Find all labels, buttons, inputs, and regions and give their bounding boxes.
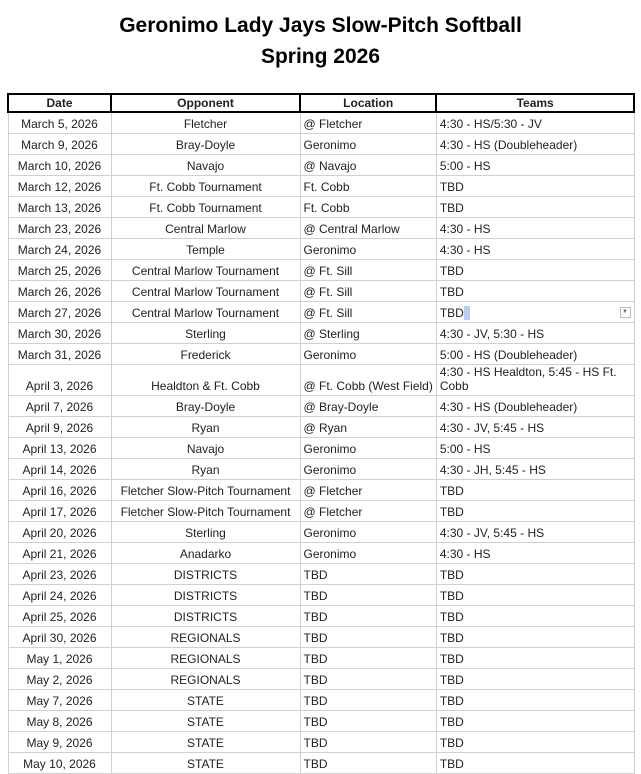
teams-cell[interactable]: 4:30 - JH, 5:45 - HS <box>436 459 634 480</box>
opponent-cell[interactable]: Central Marlow Tournament <box>111 260 300 281</box>
teams-cell[interactable]: TBD <box>436 732 634 753</box>
teams-cell[interactable]: TBD <box>436 501 634 522</box>
opponent-cell[interactable]: Navajo <box>111 438 300 459</box>
date-cell[interactable]: May 10, 2026 <box>8 753 111 774</box>
table-row <box>8 669 634 690</box>
teams-cell[interactable]: TBD <box>436 260 634 281</box>
location-cell[interactable]: @ Ryan <box>300 417 436 438</box>
table-row <box>8 690 634 711</box>
location-cell[interactable]: Geronimo <box>300 543 436 564</box>
date-cell[interactable]: April 17, 2026 <box>8 501 111 522</box>
table-row <box>8 648 634 669</box>
opponent-cell[interactable]: Healdton & Ft. Cobb <box>111 365 300 396</box>
table-row <box>8 711 634 732</box>
location-cell[interactable]: Geronimo <box>300 459 436 480</box>
opponent-cell[interactable]: DISTRICTS <box>111 606 300 627</box>
teams-cell[interactable]: 5:00 - HS <box>436 438 634 459</box>
table-row <box>8 564 634 585</box>
opponent-cell[interactable]: Ryan <box>111 459 300 480</box>
location-cell[interactable]: TBD <box>300 627 436 648</box>
location-cell[interactable]: @ Fletcher <box>300 480 436 501</box>
opponent-cell[interactable]: Temple <box>111 239 300 260</box>
header-location: Location <box>300 94 436 112</box>
opponent-cell[interactable]: Fletcher <box>111 112 300 134</box>
teams-cell[interactable]: TBD <box>436 585 634 606</box>
table-row <box>8 585 634 606</box>
teams-cell[interactable]: 5:00 - HS <box>436 155 634 176</box>
teams-cell[interactable]: TBD <box>436 480 634 501</box>
location-cell[interactable]: Geronimo <box>300 239 436 260</box>
teams-cell[interactable]: 4:30 - HS (Doubleheader) <box>436 396 634 417</box>
teams-cell[interactable]: 4:30 - JV, 5:45 - HS <box>436 417 634 438</box>
table-row <box>8 344 634 365</box>
location-cell[interactable]: TBD <box>300 585 436 606</box>
text-cursor <box>464 306 470 320</box>
table-row <box>8 260 634 281</box>
location-cell[interactable]: @ Ft. Cobb (West Field) <box>300 365 436 396</box>
opponent-cell[interactable]: REGIONALS <box>111 648 300 669</box>
location-cell[interactable]: Ft. Cobb <box>300 197 436 218</box>
opponent-cell[interactable]: Ryan <box>111 417 300 438</box>
date-cell[interactable]: March 30, 2026 <box>8 323 111 344</box>
opponent-cell[interactable]: REGIONALS <box>111 627 300 648</box>
table-row <box>8 239 634 260</box>
table-row <box>8 197 634 218</box>
table-row <box>8 606 634 627</box>
table-row <box>8 753 634 774</box>
opponent-cell[interactable]: Bray-Doyle <box>111 134 300 155</box>
date-cell[interactable]: April 9, 2026 <box>8 417 111 438</box>
opponent-cell[interactable]: REGIONALS <box>111 669 300 690</box>
opponent-cell[interactable]: Frederick <box>111 344 300 365</box>
table-row <box>8 218 634 239</box>
teams-cell[interactable]: TBD <box>436 690 634 711</box>
date-cell[interactable]: April 23, 2026 <box>8 564 111 585</box>
location-cell[interactable]: Geronimo <box>300 522 436 543</box>
location-cell[interactable]: TBD <box>300 564 436 585</box>
date-cell[interactable]: March 27, 2026 <box>8 302 111 323</box>
location-cell[interactable]: @ Ft. Sill <box>300 281 436 302</box>
teams-cell[interactable]: 4:30 - HS/5:30 - JV <box>436 112 634 134</box>
schedule-table <box>7 93 635 774</box>
opponent-cell[interactable]: Central Marlow <box>111 218 300 239</box>
date-cell[interactable]: April 7, 2026 <box>8 396 111 417</box>
date-cell[interactable]: March 12, 2026 <box>8 176 111 197</box>
location-cell[interactable]: Geronimo <box>300 438 436 459</box>
opponent-cell[interactable]: STATE <box>111 753 300 774</box>
date-cell[interactable]: April 20, 2026 <box>8 522 111 543</box>
date-cell[interactable]: March 23, 2026 <box>8 218 111 239</box>
table-row <box>8 417 634 438</box>
table-row <box>8 134 634 155</box>
teams-cell[interactable]: ▼ TBD <box>436 302 634 323</box>
opponent-cell[interactable]: Anadarko <box>111 543 300 564</box>
date-cell[interactable]: March 10, 2026 <box>8 155 111 176</box>
table-row <box>8 522 634 543</box>
date-cell[interactable]: April 30, 2026 <box>8 627 111 648</box>
table-row <box>8 176 634 197</box>
table-row <box>8 281 634 302</box>
location-cell[interactable]: @ Navajo <box>300 155 436 176</box>
opponent-cell[interactable]: STATE <box>111 732 300 753</box>
header-row <box>8 94 634 112</box>
date-cell[interactable]: March 24, 2026 <box>8 239 111 260</box>
table-row <box>8 438 634 459</box>
teams-cell[interactable]: 4:30 - HS <box>436 218 634 239</box>
opponent-cell[interactable]: DISTRICTS <box>111 564 300 585</box>
opponent-cell[interactable]: Sterling <box>111 522 300 543</box>
location-cell[interactable]: Ft. Cobb <box>300 176 436 197</box>
opponent-cell[interactable]: Sterling <box>111 323 300 344</box>
opponent-cell[interactable]: Fletcher Slow-Pitch Tournament <box>111 480 300 501</box>
location-cell[interactable]: @ Ft. Sill <box>300 260 436 281</box>
location-cell[interactable]: TBD <box>300 732 436 753</box>
date-cell[interactable]: May 9, 2026 <box>8 732 111 753</box>
teams-cell[interactable]: 4:30 - HS Healdton, 5:45 - HS Ft. Cobb <box>436 365 634 396</box>
page-title: Geronimo Lady Jays Slow-Pitch Softball <box>119 14 522 37</box>
date-cell[interactable]: May 2, 2026 <box>8 669 111 690</box>
location-cell[interactable]: TBD <box>300 669 436 690</box>
table-row <box>8 323 634 344</box>
location-cell[interactable]: @ Bray-Doyle <box>300 396 436 417</box>
date-cell[interactable]: April 13, 2026 <box>8 438 111 459</box>
location-cell[interactable]: @ Fletcher <box>300 112 436 134</box>
table-row <box>8 501 634 522</box>
location-cell[interactable]: TBD <box>300 711 436 732</box>
teams-cell[interactable]: TBD <box>436 564 634 585</box>
table-row <box>8 365 634 396</box>
date-cell[interactable]: May 1, 2026 <box>8 648 111 669</box>
page-subtitle: Spring 2026 <box>260 45 381 68</box>
date-cell[interactable]: March 13, 2026 <box>8 197 111 218</box>
location-cell[interactable]: @ Sterling <box>300 323 436 344</box>
location-cell[interactable]: TBD <box>300 648 436 669</box>
date-cell[interactable]: April 25, 2026 <box>8 606 111 627</box>
opponent-cell[interactable]: Ft. Cobb Tournament <box>111 197 300 218</box>
table-row <box>8 480 634 501</box>
header-opponent: Opponent <box>111 94 300 112</box>
date-cell[interactable]: April 24, 2026 <box>8 585 111 606</box>
location-cell[interactable]: TBD <box>300 690 436 711</box>
teams-cell[interactable]: TBD <box>436 711 634 732</box>
location-cell[interactable]: Geronimo <box>300 134 436 155</box>
date-cell[interactable]: April 21, 2026 <box>8 543 111 564</box>
location-cell[interactable]: Geronimo <box>300 344 436 365</box>
date-cell[interactable]: May 8, 2026 <box>8 711 111 732</box>
table-row <box>8 543 634 564</box>
opponent-cell[interactable]: Central Marlow Tournament <box>111 281 300 302</box>
opponent-cell[interactable]: Central Marlow Tournament <box>111 302 300 323</box>
opponent-cell[interactable]: DISTRICTS <box>111 585 300 606</box>
teams-cell[interactable]: TBD <box>436 669 634 690</box>
teams-cell[interactable]: TBD <box>436 753 634 774</box>
table-row <box>8 155 634 176</box>
dropdown-arrow-icon[interactable]: ▼ <box>620 307 631 318</box>
date-cell[interactable]: March 26, 2026 <box>8 281 111 302</box>
teams-cell[interactable]: 5:00 - HS (Doubleheader) <box>436 344 634 365</box>
teams-cell[interactable]: TBD <box>436 176 634 197</box>
location-cell[interactable]: TBD <box>300 753 436 774</box>
teams-cell[interactable]: 4:30 - JV, 5:30 - HS <box>436 323 634 344</box>
table-row <box>8 112 634 134</box>
teams-cell[interactable]: 4:30 - JV, 5:45 - HS <box>436 522 634 543</box>
teams-cell[interactable]: TBD <box>436 281 634 302</box>
date-cell[interactable]: March 5, 2026 <box>8 112 111 134</box>
date-cell[interactable]: April 14, 2026 <box>8 459 111 480</box>
date-cell[interactable]: April 16, 2026 <box>8 480 111 501</box>
opponent-cell[interactable]: Bray-Doyle <box>111 396 300 417</box>
table-row <box>8 732 634 753</box>
header-date: Date <box>8 94 111 112</box>
date-cell[interactable]: March 25, 2026 <box>8 260 111 281</box>
table-row <box>8 396 634 417</box>
teams-cell[interactable]: 4:30 - HS (Doubleheader) <box>436 134 634 155</box>
table-row <box>8 302 634 323</box>
date-cell[interactable]: March 31, 2026 <box>8 344 111 365</box>
location-cell[interactable]: @ Fletcher <box>300 501 436 522</box>
teams-cell[interactable]: TBD <box>436 197 634 218</box>
date-cell[interactable]: March 9, 2026 <box>8 134 111 155</box>
teams-cell[interactable]: TBD <box>436 606 634 627</box>
teams-cell[interactable]: TBD <box>436 648 634 669</box>
opponent-cell[interactable]: Navajo <box>111 155 300 176</box>
teams-cell[interactable]: 4:30 - HS <box>436 239 634 260</box>
teams-cell[interactable]: TBD <box>436 627 634 648</box>
opponent-cell[interactable]: STATE <box>111 711 300 732</box>
location-cell[interactable]: @ Ft. Sill <box>300 302 436 323</box>
opponent-cell[interactable]: Ft. Cobb Tournament <box>111 176 300 197</box>
date-cell[interactable]: May 7, 2026 <box>8 690 111 711</box>
teams-cell[interactable]: 4:30 - HS <box>436 543 634 564</box>
location-cell[interactable]: TBD <box>300 606 436 627</box>
date-cell[interactable]: April 3, 2026 <box>8 365 111 396</box>
table-row <box>8 627 634 648</box>
location-cell[interactable]: @ Central Marlow <box>300 218 436 239</box>
header-teams: Teams <box>436 94 634 112</box>
opponent-cell[interactable]: STATE <box>111 690 300 711</box>
table-row <box>8 459 634 480</box>
opponent-cell[interactable]: Fletcher Slow-Pitch Tournament <box>111 501 300 522</box>
